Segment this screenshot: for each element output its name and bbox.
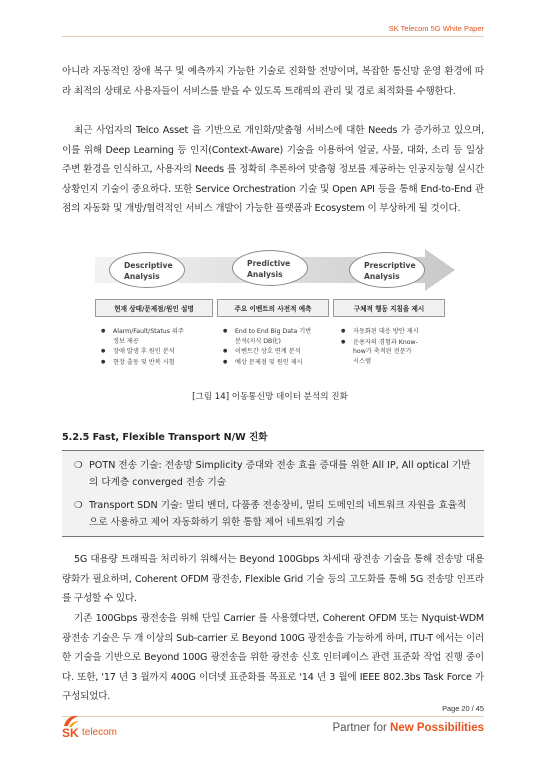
paragraph-4 [62, 609, 484, 707]
list-item: ● End to End Big Data 기반 분석(지식 DB化) [223, 327, 333, 346]
slogan-emphasis: New Possibilities [390, 722, 484, 734]
header-divider [62, 36, 484, 37]
stage-predictive-line2: Analysis [247, 270, 283, 279]
column-list-descriptive [101, 327, 213, 368]
analysis-evolution-figure [95, 249, 455, 379]
summary-item-text: Transport SDN 기술: 멀티 벤더, 다품종 전송장비, 멀티 도메인의 네트워크 자원을 효율적으로 사용하고 제어 자동화하기 위한 통합 제어 네트워킹 기술 [89, 500, 467, 528]
column-list-predictive [223, 327, 333, 368]
stage-predictive [232, 250, 308, 286]
summary-item-potn [74, 457, 474, 491]
logo-sk-text: SK [62, 726, 79, 740]
page-number: Page 20 / 45 [442, 704, 484, 713]
column-header-predictive: 주요 이벤트의 사전적 예측 [217, 299, 329, 317]
column-list-prescriptive [341, 327, 451, 367]
header-title: SK Telecom 5G White Paper [388, 24, 484, 33]
section-title: 5.2.5 Fast, Flexible Transport N/W 진화 [62, 432, 268, 443]
paragraph-1-text: 아니라 자동적인 장애 복구 및 예측까지 가능한 기술로 진화할 전망이며, 복잡한 통신망 운영 환경에 따라 최적의 상태로 사용자들이 서비스를 받을 수 있도록 트래픽의 관리 및 경로 최적화를 수행한다. [62, 66, 484, 97]
stage-prescriptive [349, 252, 425, 288]
list-item: ● 이벤트간 상호 연계 분석 [223, 347, 333, 357]
column-header-descriptive: 현재 상태/문제점/원인 설명 [95, 299, 213, 317]
footer-slogan [333, 722, 484, 734]
stage-descriptive-line2: Analysis [124, 272, 160, 281]
paragraph-4-text: 기존 100Gbps 광전송을 위해 단일 Carrier 를 사용했다면, Coherent OFDM 또는 Nyquist-WDM 광전송 기술은 두 개 이상의 Sub-carrier 로 Beyond 100G 광전송을 가능하게 하며, ITU-T 에서는 이러한 기술을 기반으로 Beyond 100G 광전송을 위한 광전송 신호 인터페이스 관련 표준화 작업 진행 중이다. 또한, '17 년 3 월까지 400G 이더넷 표준화를 목표로 '14 년 3 월에 IEEE 802.3bs Task Force 가 구성되었다. [62, 613, 484, 703]
paragraph-2-text: 최근 사업자의 Telco Asset 을 기반으로 개인화/맞춤형 서비스에 대한 Needs 가 증가하고 있으며, 이를 위해 Deep Learning 등 인지(Context-Aware) 기술을 이용하여 얼굴, 사물, 대화, 소리 등 일상 주변 환경을 인식하고, 사용자의 Needs 를 정확히 추론하여 맞춤형 정보를 제공하는 인공지능형 실시간 상황인지 기술이 중요하다. 또한 Service Orchestration 기술 및 Open API 등을 통해 End-to-End 관점의 자동화 및 개방/협력적인 서비스 개발이 가능한 플랫폼과 Ecosystem 이 부상하게 될 것이다. [62, 125, 484, 215]
figure-caption: [그림 14] 이동통신망 데이터 분석의 진화 [192, 392, 348, 402]
list-item: ● 운용자의 경험과 Know- how가 축적된 전문가 시스템 [341, 338, 451, 367]
column-header-prescriptive: 구체적 행동 지침을 제시 [333, 299, 445, 317]
summary-box [62, 450, 484, 537]
stage-predictive-line1: Predictive [247, 259, 291, 268]
paragraph-3 [62, 550, 484, 609]
list-item: ● Alarm/Fault/Status 위주 정보 제공 [101, 327, 213, 346]
paragraph-1 [62, 62, 484, 101]
list-item: ● 장애 발생 후 원인 분석 [101, 347, 213, 357]
stage-prescriptive-line2: Analysis [364, 272, 400, 281]
sk-telecom-logo [60, 714, 150, 740]
paragraph-2 [62, 121, 484, 219]
stage-prescriptive-line1: Prescriptive [364, 261, 416, 270]
list-item: ● 현장 출동 및 반복 시험 [101, 358, 213, 368]
summary-item-text: POTN 전송 기술: 전송망 Simplicity 증대와 전송 효율 증대를 위한 All IP, All optical 기반의 다계층 converged 전송 기술 [89, 460, 471, 488]
summary-item-sdn [74, 497, 474, 531]
logo-telecom-text: telecom [82, 727, 118, 738]
circle-bullet-icon: ❍ [74, 460, 83, 471]
circle-bullet-icon: ❍ [74, 500, 83, 511]
stage-descriptive [109, 252, 185, 288]
list-item: ● 예상 문제점 및 원인 제시 [223, 358, 333, 368]
list-item: ● 자동화된 대응 방안 제시 [341, 327, 451, 337]
paragraph-3-text: 5G 대용량 트래픽을 처리하기 위해서는 Beyond 100Gbps 차세대 광전송 기술을 통해 전송망 대용량화가 필요하며, Coherent OFDM 광전송, Flexible Grid 기술 등의 고도화를 통해 5G 전송망 인프라를 구성할 수 있다. [62, 554, 484, 605]
slogan-prefix: Partner for [332, 722, 391, 734]
stage-descriptive-line1: Descriptive [124, 261, 173, 270]
